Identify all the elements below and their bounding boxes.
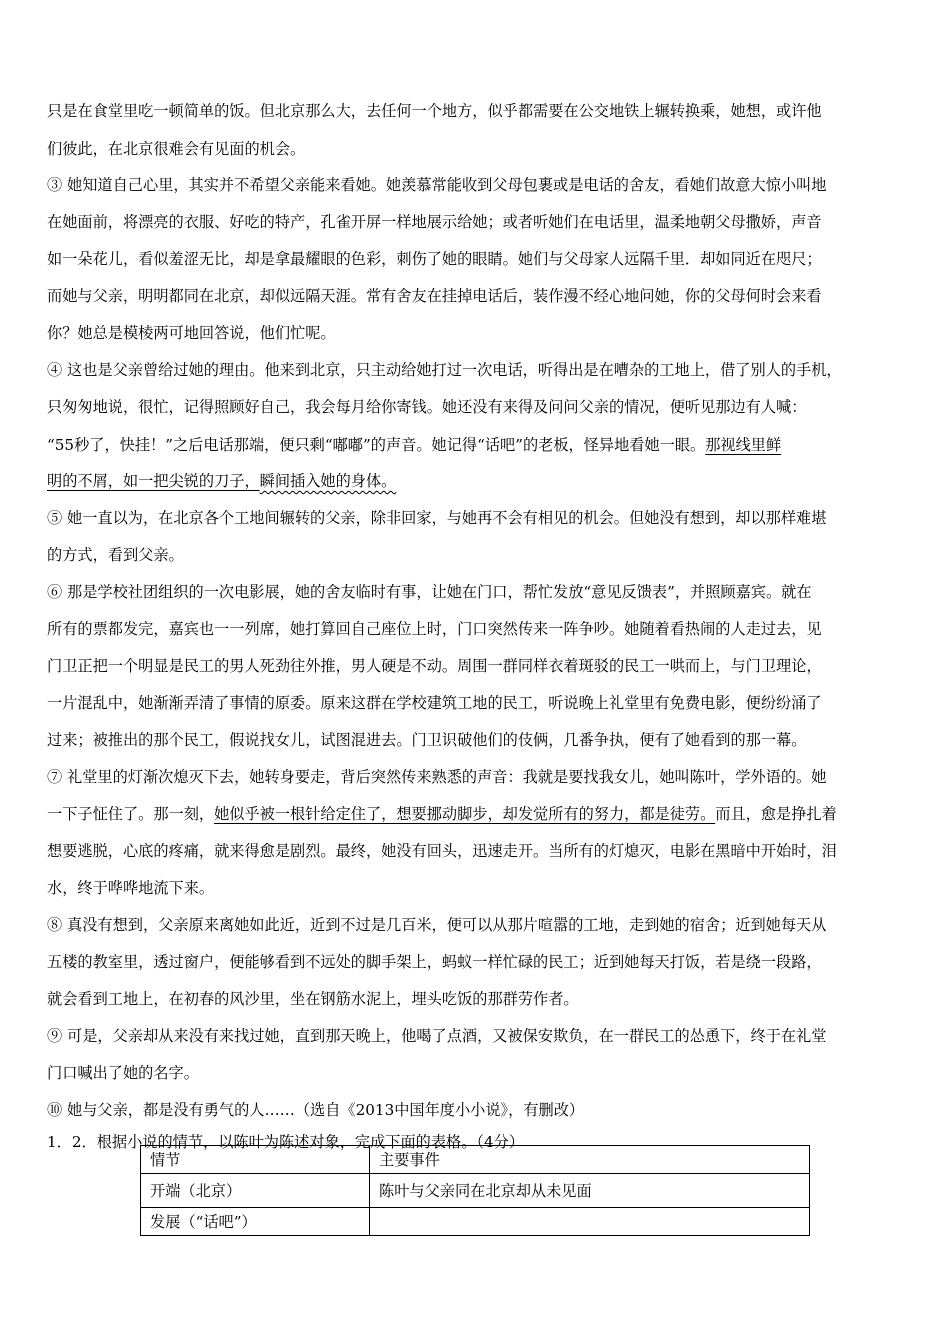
paragraph-7-line-3: 想要逃脱，心底的疼痛，就来得愈是剧烈。最终，她没有回头，迅速走开。当所有的灯熄灭，电影在黑暗中开始时，泪 xyxy=(47,842,837,860)
paragraph-5-line-1: ⑤ 她一直以为，在北京各个工地间辗转的父亲，除非回家，与她再不会有相见的机会。但她没有想到，却以那样难堪 xyxy=(47,509,827,527)
paragraph-8-line-2: 五楼的教室里，透过窗户，便能够看到不远处的脚手架上，蚂蚁一样忙碌的民工；近到她每天打饭，若是绕一段路， xyxy=(47,953,822,971)
paragraph-3-line-2: 在她面前，将漂亮的衣服、好吃的特产，孔雀开屏一样地展示给她；或者听她们在电话里，温柔地朝父母撒娇，声音 xyxy=(47,213,822,231)
paragraph-9-line-1: ⑨ 可是，父亲却从来没有来找过她，直到那天晚上，他喝了点酒，又被保安欺负，在一群民工的怂恿下，终于在礼堂 xyxy=(47,1027,827,1045)
underlined-sentence-continued: 明的不屑，如一把尖锐的刀子， xyxy=(47,472,260,490)
paragraph-4-line-2: 只匆匆地说，很忙，记得照顾好自己，我会每月给你寄钱。她还没有来得及问问父亲的情况，便听见那边有人喊： xyxy=(47,398,807,416)
question-prompt: 1．2．根据小说的情节，以陈叶为陈述对象，完成下面的表格。（4分） xyxy=(47,1133,525,1151)
header-cell-plot: 情节 xyxy=(141,1146,370,1174)
paragraph-4-line-1: ④ 这也是父亲曾给过她的理由。他来到北京，只主动给她打过一次电话，听得出是在嘈杂的工地上，借了别人的手机， xyxy=(47,361,842,379)
table-header-row xyxy=(141,1146,810,1174)
table-row xyxy=(141,1208,810,1236)
cell-plot-stage: 开端（北京） xyxy=(141,1174,370,1208)
paragraph-6-line-2: 所有的票都发完，嘉宾也一一列席，她打算回自己座位上时，门口突然传来一阵争吵。她随着看热闹的人走过去，见 xyxy=(47,620,822,638)
paragraph-6-line-1: ⑥ 那是学校社团组织的一次电影展，她的舍友临时有事，让她在门口，帮忙发放“意见反馈表”，并照顾嘉宾。就在 xyxy=(47,583,812,601)
paragraph-7-line-1: ⑦ 礼堂里的灯渐次熄灭下去，她转身要走，背后突然传来熟悉的声音：我就是要找我女儿，她叫陈叶，学外语的。她 xyxy=(47,768,827,786)
paragraph-10-line-1: ⑩ 她与父亲，都是没有勇气的人……（选自《2013中国年度小小说》，有删改） xyxy=(47,1101,585,1119)
paragraph-6-line-3: 门卫正把一个明显是民工的男人死劲往外推，男人硬是不动。周围一群同样衣着斑驳的民工一哄而上，与门卫理论， xyxy=(47,657,822,675)
paragraph-5-line-2: 的方式，看到父亲。 xyxy=(47,546,184,564)
paragraph-2-line-2: 们彼此，在北京很难会有见面的机会。 xyxy=(47,140,306,158)
paragraph-3-line-1: ③ 她知道自己心里，其实并不希望父亲能来看她。她羡慕常能收到父母包裹或是电话的舍友，看她们故意大惊小叫地 xyxy=(47,176,827,194)
paragraph-7-line-2-text: 一下子怔住了。那一刻， xyxy=(47,805,215,823)
paragraph-4-line-4 xyxy=(47,471,396,491)
paragraph-8-line-3: 就会看到工地上，在初春的风沙里，坐在钢筋水泥上，埋头吃饭的那群劳作者。 xyxy=(47,990,579,1008)
cell-main-event: 陈叶与父亲同在北京却从未见面 xyxy=(370,1174,810,1208)
paragraph-6-line-4: 一片混乱中，她渐渐弄清了事情的原委。原来这群在学校建筑工地的民工，听说晚上礼堂里有免费电影，便纷纷涌了 xyxy=(47,694,822,712)
paragraph-3-line-3: 如一朵花儿，看似羞涩无比，却是拿最耀眼的色彩，刺伤了她的眼睛。她们与父母家人远隔千里．却如同近在咫尺； xyxy=(47,250,822,268)
paragraph-2-line-1: 只是在食堂里吃一顿简单的饭。但北京那么大，去任何一个地方，似乎都需要在公交地铁上辗转换乘，她想，或许他 xyxy=(47,102,822,120)
underlined-sentence: 那视线里鲜 xyxy=(705,436,782,454)
paragraph-7-line-2 xyxy=(47,804,837,824)
paragraph-6-line-5: 过来；被推出的那个民工，假说找女儿，试图混进去。门卫识破他们的伎俩，几番争执，便有了她看到的那一幕。 xyxy=(47,731,807,749)
header-cell-main-event: 主要事件 xyxy=(370,1146,810,1174)
paragraph-9-line-2: 门口喊出了她的名字。 xyxy=(47,1064,199,1082)
wavy-underlined-phrase: 瞬间插入她的身体。 xyxy=(259,472,397,490)
paragraph-7-line-2-tail: 而且，愈是挣扎着 xyxy=(715,805,837,823)
paragraph-4-line-3 xyxy=(47,435,781,455)
paragraph-7-line-4: 水，终于哗哗地流下来。 xyxy=(47,879,215,897)
paragraph-4-line-3-text: “55秒了，快挂！”之后电话那端，便只剩“嘟嘟”的声音。她记得“话吧”的老板，怪异地看她一眼。 xyxy=(47,436,706,454)
paragraph-3-line-5: 你？她总是模棱两可地回答说，他们忙呢。 xyxy=(47,324,336,342)
cell-plot-stage: 发展（“话吧”） xyxy=(141,1208,370,1236)
underlined-sentence-2: 她似乎被一根针给定住了，想要挪动脚步，却发觉所有的努力，都是徒劳。 xyxy=(214,805,716,823)
paragraph-8-line-1: ⑧ 真没有想到，父亲原来离她如此近，近到不过是几百米，便可以从那片喧嚣的工地，走到她的宿舍；近到她每天从 xyxy=(47,916,827,934)
cell-main-event-blank[interactable] xyxy=(370,1208,810,1236)
table-row xyxy=(141,1174,810,1208)
paragraph-3-line-4: 而她与父亲，明明都同在北京，却似远隔天涯。常有舍友在挂掉电话后，装作漫不经心地问她，你的父母何时会来看 xyxy=(47,287,822,305)
plot-events-table xyxy=(140,1145,810,1236)
